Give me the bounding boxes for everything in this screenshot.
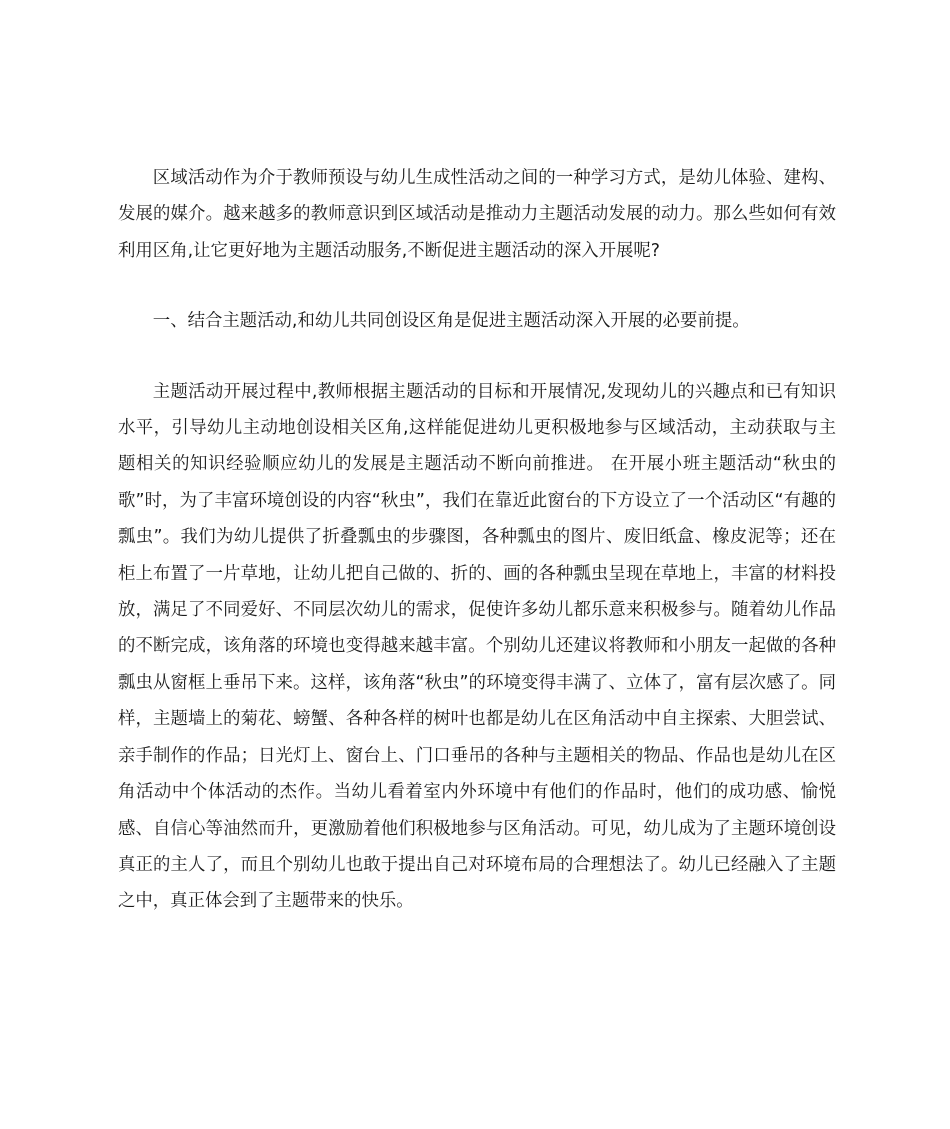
section-heading-paragraph: 一、结合主题活动,和幼儿共同创设区角是促进主题活动深入开展的必要前提。 (152, 311, 750, 332)
body-paragraph: 主题活动开展过程中,教师根据主题活动的目标和开展情况,发现幼儿的兴趣点和已有知识水平，引导幼儿主动地创设相关区角,这样能促进幼儿更积极地参与区域活动，主动获取与主题相关的知识经验顺应幼儿的发展是主题活动不断向前推进。 在开展小班主题活动“秋虫的歌”时，为了丰富环境创设的内容“秋虫”，我们在靠近此窗台的下方设立了一个活动区“有趣的瓢虫”。我们为幼儿提供了折叠瓢虫的步骤图，各种瓢虫的图片、废旧纸盒、橡皮泥等；还在柜上布置了一片草地，让幼儿把自己做的、折的、画的各种瓢虫呈现在草地上，丰富的材料投放，满足了不同爱好、不同层次幼儿的需求，促使许多幼儿都乐意来积极参与。随着幼儿作品的不断完成，该角落的环境也变得越来越丰富。个别幼儿还建议将教师和小朋友一起做的各种瓢虫从窗框上垂吊下来。这样，该角落“秋虫”的环境变得丰满了、立体了，富有层次感了。同样，主题墙上的菊花、螃蟹、各种各样的树叶也都是幼儿在区角活动中自主探索、大胆尝试、亲手制作的作品；日光灯上、窗台上、门口垂吊的各种与主题相关的物品、作品也是幼儿在区角活动中个体活动的杰作。当幼儿看着室内外环境中有他们的作品时，他们的成功感、愉悦感、自信心等油然而升，更激励着他们积极地参与区角活动。可见，幼儿成为了主题环境创设真正的主人了，而且个别幼儿也敢于提出自己对环境布局的合理想法了。幼儿已经融入了主题之中，真正体会到了主题带来的快乐。 (118, 381, 836, 912)
document-page (118, 160, 836, 920)
intro-paragraph: 区域活动作为介于教师预设与幼儿生成性活动之间的一种学习方式，是幼儿体验、建构、发展的媒介。越来越多的教师意识到区域活动是推动力主题活动发展的动力。那么些如何有效利用区角,让它更好地为主题活动服务,不断促进主题活动的深入开展呢? (118, 168, 836, 261)
